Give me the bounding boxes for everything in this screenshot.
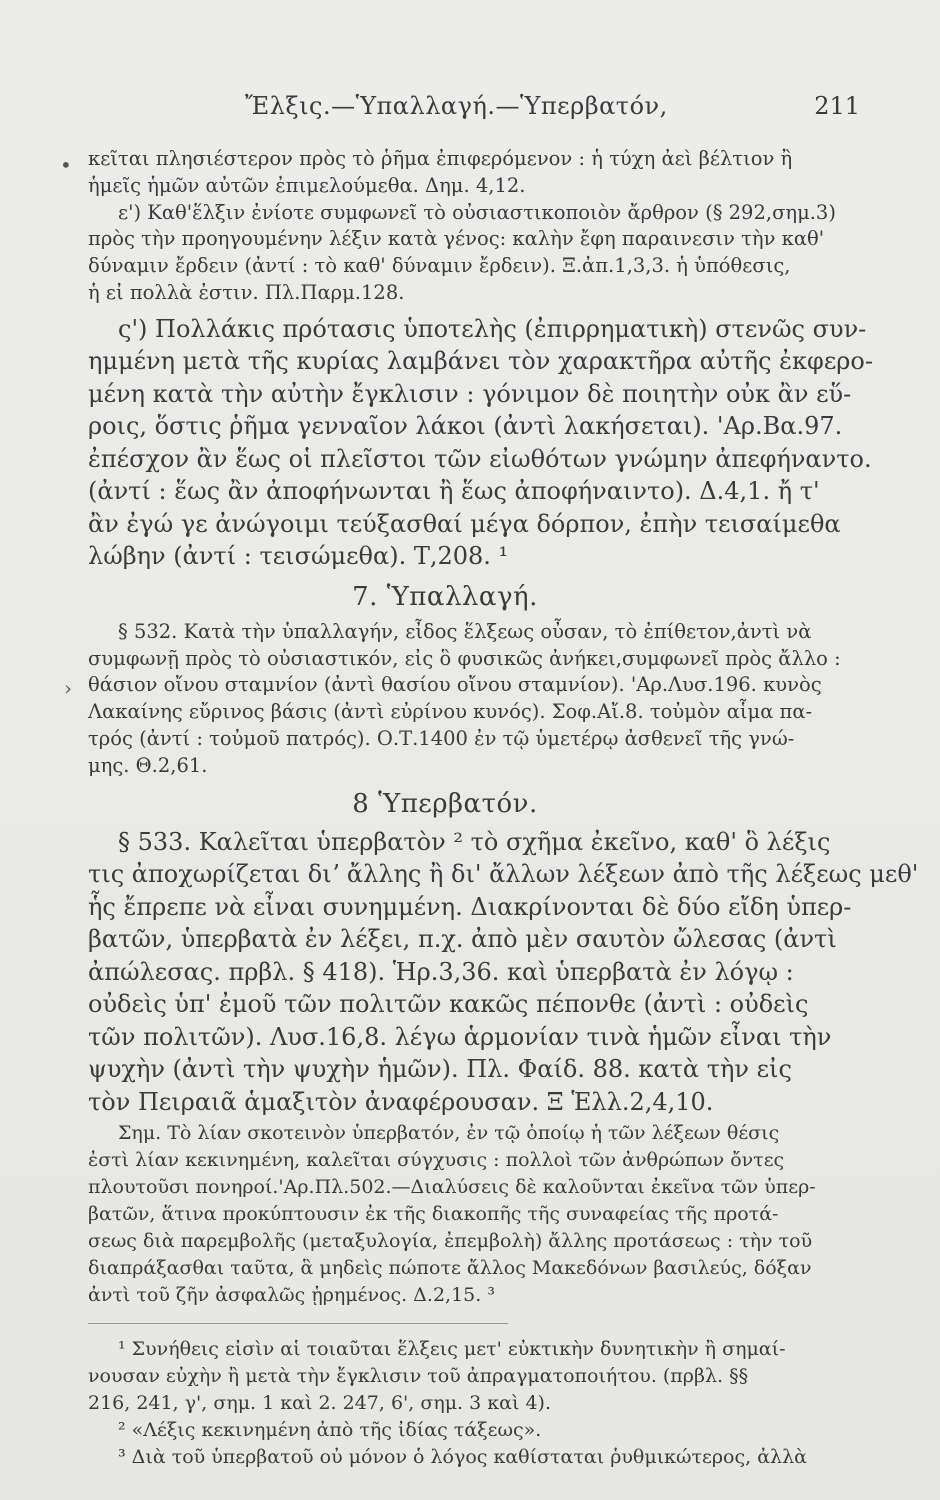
text-line: ἀντὶ τοῦ ζῆν ἀσφαλῶς ᾑρημένος. Δ.2,15. ³	[88, 1284, 495, 1307]
note-paragraph	[88, 1120, 816, 1309]
text-line: βατῶν, ὑπερβατὰ ἐν λέξει, π.χ. ἀπὸ μὲν σαυτὸν ὤλεσας (ἀντὶ	[88, 925, 837, 954]
text-line: ς') Πολλάκις πρότασις ὑποτελὴς (ἐπιρρηματικὴ) στενῶς συν-	[118, 314, 867, 343]
text-line: ἡμεῖς ἡμῶν αὐτῶν ἐπιμελούμεθα. Δημ. 4,12.	[88, 173, 526, 197]
footnote-line: ² «Λέξις κεκινημένη ἀπὸ τῆς ἰδίας τάξεως».	[118, 1419, 542, 1442]
text-line: § 532. Κατὰ τὴν ὑπαλλαγήν, εἶδος ἕλξεως οὖσαν, τὸ ἐπίθετον,ἀντὶ νὰ	[118, 619, 812, 643]
text-line: Λακαίνης εὔρινος βάσις (ἀντὶ εὐρίνου κυνός). Σοφ.Αἴ.8. τοὐμὸν αἷμα πα-	[88, 700, 813, 724]
text-line: σεως διὰ παρεμβολῆς (μεταξυλογία, ἐπεμβολὴ) ἄλλης προτάσεως : τὴν τοῦ	[88, 1230, 813, 1253]
text-line: πρὸς τὴν προηγουμένην λέξιν κατὰ γένος: καλὴν ἔφη παραινεσιν τὴν καθ'	[88, 227, 825, 251]
text-line: μένη κατὰ τὴν αὐτὴν ἔγκλισιν : γόνιμον δὲ ποιητὴν οὐκ ἂν εὕ-	[88, 379, 852, 408]
footnote-divider	[88, 1323, 508, 1324]
text-line: δύναμιν ἔρδειν (ἀντί : τὸ καθ' δύναμιν ἔρδειν). Ξ.ἀπ.1,3,3. ἡ ὑπόθεσις,	[88, 254, 791, 278]
page-number: 211	[814, 92, 860, 120]
text-line: τὸν Πειραιᾶ ἁμαξιτὸν ἀναφέρουσαν. Ξ Ἑλλ.2,4,10.	[88, 1087, 714, 1116]
text-line: τρός (ἀντί : τοὐμοῦ πατρός). Ο.Τ.1400 ἐν τῷ ὑμετέρῳ ἀσθενεῖ τῆς γνώ-	[88, 726, 795, 750]
text-line: § 533. Καλεῖται ὑπερβατὸν ² τὸ σχῆμα ἐκεῖνο, καθ' ὃ λέξις	[118, 827, 831, 856]
section-532-continuation	[88, 146, 836, 307]
text-line: πλουτοῦσι πονηροί.'Αρ.Πλ.502.—Διαλύσεις δὲ καλοῦνται ἐκεῖνα τῶν ὑπερ-	[88, 1176, 816, 1199]
text-line: ψυχὴν (ἀντὶ τὴν ψυχὴν ἡμῶν). Πλ. Φαίδ. 88. κατὰ τὴν εἰς	[88, 1055, 792, 1084]
text-line: οὐδεὶς ὑπ' ἐμοῦ τῶν πολιτῶν κακῶς πέπονθε (ἀντὶ : οὐδεὶς	[88, 990, 809, 1019]
text-line: ἐστὶ λίαν κεκινημένη, καλεῖται σύγχυσις : πολλοὶ τῶν ἀνθρώπων ὄντες	[88, 1149, 785, 1172]
section-533	[88, 826, 919, 1119]
text-line: μης. Θ.2,61.	[88, 753, 208, 777]
text-line: συμφωνῇ πρὸς τὸ οὐσιαστικόν, εἰς ὃ φυσικῶς ἀνήκει,συμφωνεῖ πρὸς ἄλλο :	[88, 646, 841, 670]
text-line: ἧς ἔπρεπε νὰ εἶναι συνημμένη. Διακρίνονται δὲ δύο εἴδη ὑπερ-	[88, 892, 852, 921]
margin-bullet-mark: •	[60, 153, 72, 177]
text-line: ἂν ἐγώ γε ἀνώγοιμι τεύξασθαί μέγα δόρπον, ἐπὴν τεισαίμεθα	[88, 509, 841, 538]
text-line: βατῶν, ἅτινα προκύπτουσιν ἐκ τῆς διακοπῆς τῆς συναφείας τῆς προτά-	[88, 1203, 779, 1226]
text-line: ἀπώλεσας. πρβλ. § 418). Ἡρ.3,36. καὶ ὑπερβατὰ ἐν λόγῳ :	[88, 957, 794, 986]
text-line: (ἀντί : ἕως ἂν ἀποφήνωνται ἢ ἕως ἀποφήναιντο). Δ.4,1. ἤ τ'	[88, 477, 820, 506]
section-heading-7: 7. Ὑπαλλαγή.	[352, 581, 538, 612]
running-title: Ἔλξις.—Ὑπαλλαγή.—Ὑπερβατόν,	[245, 92, 668, 120]
text-line: κεῖται πλησιέστερον πρὸς τὸ ῥῆμα ἐπιφερόμενον : ἡ τύχη ἀεὶ βέλτιον ἢ	[88, 147, 793, 170]
text-line: Σημ. Τὸ λίαν σκοτεινὸν ὑπερβατόν, ἐν τῷ ὁποίῳ ἡ τῶν λέξεων θέσις	[118, 1122, 780, 1145]
text-line: ροις, ὅστις ῥῆμα γενναῖον λάκοι (ἀντὶ λακήσεται). 'Αρ.Βα.97.	[88, 412, 843, 441]
footnote-line: ³ Διὰ τοῦ ὑπερβατοῦ οὐ μόνον ὁ λόγος καθίσταται ῥυθμικώτερος, ἀλλὰ	[118, 1446, 807, 1469]
text-line: ημμένη μετὰ τῆς κυρίας λαμβάνει τὸν χαρακτῆρα αὐτῆς ἐκφερο-	[88, 347, 873, 376]
text-line: ἐπέσχον ἂν ἕως οἱ πλεῖστοι τῶν εἰωθότων γνώμην ἀπεφήναντο.	[88, 444, 872, 473]
paragraph-st	[88, 313, 873, 573]
text-line: τις ἀποχωρίζεται διʼ ἄλλης ἢ δι' ἄλλων λέξεων ἀπὸ τῆς λέξεως μεθ'	[88, 860, 919, 889]
page-header	[0, 86, 940, 126]
footnote-line: ¹ Συνήθεις εἰσὶν αἱ τοιαῦται ἕλξεις μετ' εὐκτικὴν δυνητικὴν ἢ σημαί-	[118, 1338, 786, 1361]
footnote-line: νουσαν εὐχὴν ἢ μετὰ τὴν ἔγκλισιν τοῦ ἀπραγματοποιήτου. (πρβλ. §§	[88, 1365, 749, 1388]
text-line: ἡ εἰ πολλὰ ἐστιν. Πλ.Παρμ.128.	[88, 280, 405, 304]
section-532	[88, 619, 841, 780]
page-body	[88, 146, 919, 1471]
section-heading-8: 8 Ὑπερβατόν.	[352, 788, 538, 819]
text-line: θάσιον οἴνου σταμνίον (ἀντὶ θασίου οἴνου σταμνίον). 'Αρ.Λυσ.196. κυνὸς	[88, 673, 822, 697]
text-line: τῶν πολιτῶν). Λυσ.16,8. λέγω ἁρμονίαν τινὰ ἡμῶν εἶναι τὴν	[88, 1022, 832, 1051]
footnotes	[88, 1336, 807, 1471]
footnote-line: 216, 241, γ', σημ. 1 καὶ 2. 247, 6', σημ. 3 καὶ 4).	[88, 1392, 551, 1415]
margin-tick-mark: ›	[64, 676, 72, 700]
text-line: ε') Καθ'ἕλξιν ἐνίοτε συμφωνεῖ τὸ οὐσιαστικοποιὸν ἄρθρον (§ 292,σημ.3)	[118, 200, 836, 224]
text-line: λώβην (ἀντί : τεισώμεθα). Τ,208. ¹	[88, 542, 509, 571]
text-line: διαπράξασθαι ταῦτα, ἃ μηδεὶς πώποτε ἄλλος Μακεδόνων βασιλεύς, δόξαν	[88, 1257, 812, 1280]
